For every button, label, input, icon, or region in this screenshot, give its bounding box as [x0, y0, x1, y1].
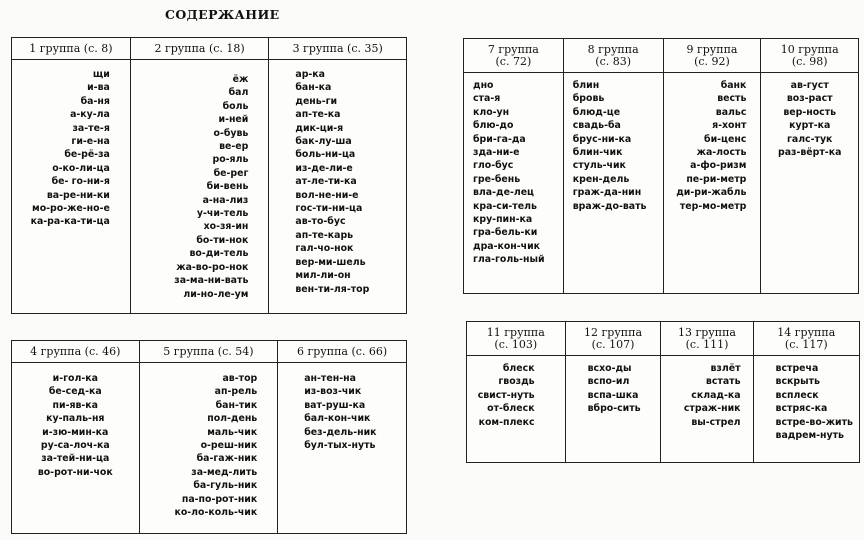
group-9-header: 9 группа (с. 92)	[663, 39, 761, 73]
word-item: гра-бель-ки	[473, 227, 538, 239]
word-item: за-ма-ни-вать	[174, 275, 249, 287]
word-item: пе-ри-метр	[686, 173, 747, 185]
word-item: зда-ни-е	[473, 147, 520, 159]
word-item: вол-не-ни-е	[295, 189, 359, 201]
word-item: и-зю-мин-ка	[42, 426, 109, 438]
group-7-header: 7 группа (с. 72)	[464, 39, 564, 73]
word-item: взлёт	[710, 363, 741, 374]
word-item: блю-до	[473, 120, 514, 132]
word-item: боль-ни-ца	[295, 149, 356, 161]
group-2-words	[130, 60, 269, 314]
word-item: бе- го-ни-я	[51, 176, 110, 188]
word-item: во-ди-тель	[189, 248, 249, 260]
word-item: бе-рё-за	[64, 149, 110, 161]
word-item: гал-чо-нок	[295, 243, 354, 255]
word-item: вер-ми-шель	[295, 256, 366, 268]
table-groups-11-14	[466, 321, 860, 463]
word-item: весть	[717, 93, 747, 105]
word-item: бе-рег	[213, 167, 249, 179]
group-11-header: 11 группа (с. 103)	[467, 322, 566, 356]
group-3-header: 3 группа (с. 35)	[269, 38, 407, 60]
table-groups-1-3	[11, 37, 407, 314]
word-item: ди-ри-жабль	[676, 187, 747, 199]
word-item: вспа-шка	[587, 389, 639, 401]
word-item: гос-ти-ни-ца	[295, 203, 363, 215]
group-8-header: 8 группа (с. 83)	[563, 39, 663, 73]
word-item: ап-те-ка	[295, 109, 341, 121]
word-item: граж-да-нин	[572, 187, 642, 199]
word-item: гла-голь-ный	[473, 254, 545, 266]
word-item: за-тей-ни-ца	[41, 453, 110, 465]
word-item: бри-га-да	[473, 133, 526, 145]
word-item: ёж	[232, 74, 249, 85]
word-item: ги-е-на	[71, 136, 110, 148]
word-item: ар-ка	[295, 69, 325, 80]
word-item: ан-тен-на	[304, 373, 356, 384]
word-item: маль-чик	[207, 426, 258, 438]
word-item: ве-ер	[219, 141, 249, 153]
word-item: у-чи-тель	[196, 208, 249, 220]
group-8-words	[563, 73, 663, 294]
word-item: мил-ли-он	[295, 270, 351, 282]
word-item: бул-тых-нуть	[304, 440, 376, 452]
word-item: вспо-ил	[587, 376, 630, 388]
word-item: от-блеск	[487, 403, 535, 415]
group-11-words	[467, 356, 566, 463]
word-item: па-по-рот-ник	[181, 493, 258, 505]
group-5-words	[139, 363, 278, 534]
word-item: брус-ни-ка	[572, 133, 632, 145]
word-item: бал-кон-чик	[304, 413, 371, 425]
word-item: ав-тор	[222, 373, 258, 384]
table-groups-4-6	[11, 340, 407, 534]
word-item: раз-вёрт-ка	[778, 147, 842, 159]
word-item: хо-зя-ин	[203, 221, 249, 233]
word-item: я-хонт	[712, 120, 747, 132]
group-9-words	[663, 73, 761, 294]
word-item: кра-си-тель	[473, 200, 537, 212]
word-item: бе-сед-ка	[48, 386, 102, 398]
word-item: ва-ре-ни-ки	[46, 189, 110, 201]
word-item: ко-ло-коль-чик	[174, 507, 258, 519]
word-item: би-вень	[206, 181, 249, 193]
word-item: воз-раст	[786, 93, 833, 105]
word-item: ста-я	[473, 93, 501, 105]
word-item: бал	[228, 87, 249, 99]
word-item: бан-ка	[295, 82, 332, 94]
word-item: вла-де-лец	[473, 187, 535, 199]
word-item: во-рот-ни-чок	[37, 466, 113, 478]
group-1-words	[12, 60, 131, 314]
word-item: вы-стрел	[691, 416, 741, 428]
word-item: блеск	[502, 363, 535, 374]
word-item: бо-ти-нок	[196, 234, 249, 246]
word-item: бровь	[572, 93, 605, 105]
word-item: банк	[720, 80, 747, 91]
word-item: ро-яль	[212, 154, 249, 166]
group-4-words	[12, 363, 140, 534]
word-item: ба-гаж-ник	[196, 453, 258, 465]
group-2-header: 2 группа (с. 18)	[130, 38, 269, 60]
word-item: бак-лу-ша	[295, 136, 352, 148]
word-item: встреча	[775, 363, 819, 374]
table-groups-7-10	[463, 38, 859, 294]
word-item: галс-тук	[786, 133, 833, 145]
word-item: а-на-лиз	[202, 194, 249, 206]
word-item: встре-во-жить	[775, 416, 853, 428]
group-6-words	[278, 363, 407, 534]
word-item: блин	[572, 80, 600, 91]
word-item: мо-ро-же-но-е	[32, 203, 110, 215]
word-item: гвоздь	[498, 376, 535, 388]
word-item: свадь-ба	[572, 120, 621, 132]
word-item: всхо-ды	[587, 363, 632, 374]
word-item: боль	[222, 100, 249, 112]
word-item: дно	[473, 80, 494, 91]
word-item: крен-дель	[572, 173, 630, 185]
word-item: жа-лость	[696, 147, 747, 159]
word-item: вбро-сить	[587, 403, 641, 415]
word-item: и-гол-ка	[52, 373, 98, 384]
word-item: ап-рель	[214, 386, 258, 398]
word-item: ка-ра-ка-ти-ца	[30, 216, 110, 228]
word-item: ат-ле-ти-ка	[295, 176, 357, 188]
word-item: ку-паль-ня	[46, 413, 105, 425]
word-item: блин-чик	[572, 147, 623, 159]
word-item: а-фо-ризм	[690, 160, 747, 172]
word-item: блюд-це	[572, 106, 621, 118]
word-item: встряс-ка	[775, 403, 828, 415]
word-item: страж-ник	[683, 403, 741, 415]
word-item: тер-мо-метр	[679, 200, 747, 212]
word-item: ба-ня	[80, 95, 110, 107]
word-item: стуль-чик	[572, 160, 626, 172]
word-item: ап-те-карь	[295, 229, 354, 241]
group-13-header: 13 группа (с. 111)	[661, 322, 753, 356]
group-6-header: 6 группа (с. 66)	[278, 341, 407, 363]
word-item: ба-гуль-ник	[193, 480, 258, 492]
word-item: за-те-я	[72, 122, 110, 134]
word-item: вадрем-нуть	[775, 430, 844, 442]
group-12-words	[565, 356, 661, 463]
word-item: из-воз-чик	[304, 386, 362, 398]
word-item: би-ценс	[704, 133, 747, 145]
word-item: ав-густ	[790, 80, 829, 91]
group-7-words	[464, 73, 564, 294]
group-12-header: 12 группа (с. 107)	[565, 322, 661, 356]
word-item: из-де-ли-е	[295, 162, 353, 174]
word-item: щи	[92, 69, 110, 80]
word-item: пол-день	[207, 413, 258, 425]
word-item: свист-нуть	[477, 389, 535, 401]
group-10-words	[761, 73, 859, 294]
word-item: ав-то-бус	[295, 216, 346, 228]
word-item: гре-бень	[473, 173, 521, 185]
group-10-header: 10 группа (с. 98)	[761, 39, 859, 73]
word-item: всплеск	[775, 389, 819, 401]
word-item: ком-плекс	[478, 416, 535, 428]
group-5-header: 5 группа (с. 54)	[139, 341, 278, 363]
word-item: бан-тик	[215, 399, 258, 411]
word-item: за-мед-лить	[191, 466, 258, 478]
word-item: вен-ти-ля-тор	[295, 283, 370, 295]
word-item: вскрыть	[775, 376, 820, 388]
word-item: дра-кон-чик	[473, 240, 541, 252]
word-item: гло-бус	[473, 160, 514, 172]
word-item: вальс	[715, 106, 747, 118]
word-item: встать	[705, 376, 741, 388]
word-item: враж-до-вать	[572, 200, 647, 212]
group-13-words	[661, 356, 753, 463]
group-3-words	[269, 60, 407, 314]
word-item: о-бувь	[213, 127, 249, 139]
word-item: склад-ка	[691, 389, 741, 401]
word-item: ли-но-ле-ум	[183, 288, 249, 300]
page-title: СОДЕРЖАНИЕ	[165, 7, 280, 22]
word-item: день-ги	[295, 95, 338, 107]
group-14-words	[753, 356, 859, 463]
word-item: жа-во-ро-нок	[176, 261, 249, 273]
word-item: и-ней	[218, 114, 249, 126]
group-1-header: 1 группа (с. 8)	[12, 38, 131, 60]
word-item: и-ва	[87, 82, 110, 94]
word-item: о-ко-ли-ца	[52, 162, 110, 174]
word-item: ват-руш-ка	[304, 399, 366, 411]
word-item: ру-са-лоч-ка	[40, 440, 110, 452]
word-item: кло-ун	[473, 106, 510, 118]
word-item: о-реш-ник	[200, 440, 258, 452]
word-item: кру-пин-ка	[473, 214, 533, 226]
group-4-header: 4 группа (с. 46)	[12, 341, 140, 363]
word-item: пи-яв-ка	[52, 399, 99, 411]
group-14-header: 14 группа (с. 117)	[753, 322, 859, 356]
word-item: дик-ци-я	[295, 122, 344, 134]
word-item: вер-ность	[783, 106, 837, 118]
word-item: а-ку-ла	[70, 109, 110, 121]
word-item: без-дель-ник	[304, 426, 377, 438]
word-item: курт-ка	[789, 120, 831, 132]
